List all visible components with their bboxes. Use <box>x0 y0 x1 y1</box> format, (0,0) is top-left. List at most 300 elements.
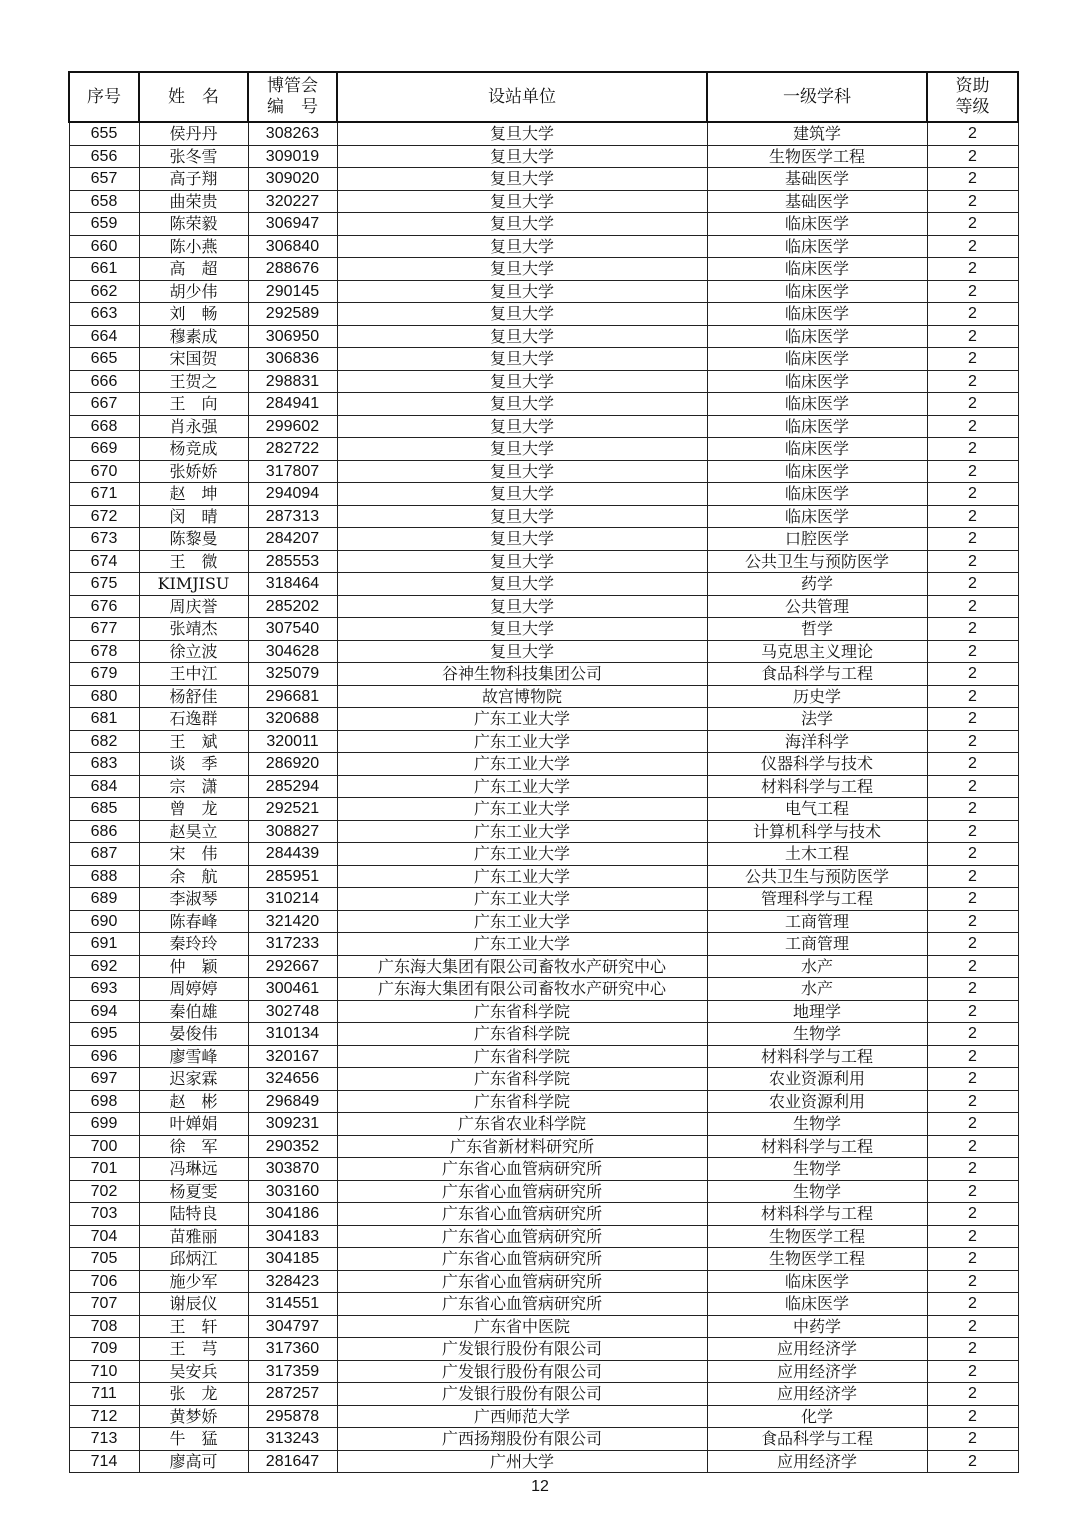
cell-grade: 2 <box>927 933 1018 956</box>
cell-name: 吴安兵 <box>139 1360 248 1383</box>
cell-grade: 2 <box>927 325 1018 348</box>
cell-station: 广东省心血管病研究所 <box>337 1248 707 1271</box>
cell-station: 广东工业大学 <box>337 888 707 911</box>
cell-discipline: 材料科学与工程 <box>707 1135 927 1158</box>
cell-code: 294094 <box>248 483 337 506</box>
cell-name: 陈春峰 <box>139 910 248 933</box>
cell-discipline: 材料科学与工程 <box>707 775 927 798</box>
cell-code: 306947 <box>248 213 337 236</box>
cell-station: 复旦大学 <box>337 145 707 168</box>
table-row <box>69 798 1018 821</box>
cell-name: 仲 颖 <box>139 955 248 978</box>
cell-grade: 2 <box>927 235 1018 258</box>
cell-grade: 2 <box>927 1450 1018 1473</box>
cell-seq: 697 <box>69 1068 139 1091</box>
cell-grade: 2 <box>927 753 1018 776</box>
cell-grade: 2 <box>927 843 1018 866</box>
cell-code: 296681 <box>248 685 337 708</box>
cell-code: 309019 <box>248 145 337 168</box>
cell-grade: 2 <box>927 955 1018 978</box>
table-row <box>69 1023 1018 1046</box>
cell-name: 王中江 <box>139 663 248 686</box>
cell-grade: 2 <box>927 550 1018 573</box>
cell-name: 侯丹丹 <box>139 122 248 145</box>
cell-code: 296849 <box>248 1090 337 1113</box>
cell-seq: 696 <box>69 1045 139 1068</box>
cell-grade: 2 <box>927 1225 1018 1248</box>
cell-discipline: 临床医学 <box>707 258 927 281</box>
cell-name: 张靖杰 <box>139 618 248 641</box>
cell-station: 广东省农业科学院 <box>337 1113 707 1136</box>
cell-discipline: 临床医学 <box>707 505 927 528</box>
cell-seq: 660 <box>69 235 139 258</box>
cell-station: 复旦大学 <box>337 122 707 145</box>
table-row <box>69 550 1018 573</box>
cell-seq: 676 <box>69 595 139 618</box>
cell-grade: 2 <box>927 415 1018 438</box>
cell-grade: 2 <box>927 775 1018 798</box>
cell-discipline: 建筑学 <box>707 122 927 145</box>
cell-grade: 2 <box>927 348 1018 371</box>
cell-discipline: 应用经济学 <box>707 1450 927 1473</box>
cell-grade: 2 <box>927 1315 1018 1338</box>
cell-discipline: 仪器科学与技术 <box>707 753 927 776</box>
table-row <box>69 1360 1018 1383</box>
cell-grade: 2 <box>927 1045 1018 1068</box>
header-grade-line1: 资助 <box>955 76 990 96</box>
cell-discipline: 临床医学 <box>707 438 927 461</box>
cell-grade: 2 <box>927 1158 1018 1181</box>
cell-name: 曾 龙 <box>139 798 248 821</box>
cell-discipline: 临床医学 <box>707 460 927 483</box>
cell-seq: 712 <box>69 1405 139 1428</box>
cell-discipline: 临床医学 <box>707 280 927 303</box>
cell-seq: 663 <box>69 303 139 326</box>
cell-station: 广东海大集团有限公司畜牧水产研究中心 <box>337 978 707 1001</box>
cell-grade: 2 <box>927 303 1018 326</box>
cell-station: 复旦大学 <box>337 348 707 371</box>
cell-discipline: 基础医学 <box>707 168 927 191</box>
cell-name: 晏俊伟 <box>139 1023 248 1046</box>
cell-seq: 677 <box>69 618 139 641</box>
cell-name: 冯琳远 <box>139 1158 248 1181</box>
cell-name: 廖雪峰 <box>139 1045 248 1068</box>
cell-name: 陆特良 <box>139 1203 248 1226</box>
cell-seq: 667 <box>69 393 139 416</box>
cell-code: 282722 <box>248 438 337 461</box>
table-row <box>69 325 1018 348</box>
cell-grade: 2 <box>927 910 1018 933</box>
cell-code: 328423 <box>248 1270 337 1293</box>
cell-code: 299602 <box>248 415 337 438</box>
table-row <box>69 1293 1018 1316</box>
table-row <box>69 820 1018 843</box>
cell-discipline: 电气工程 <box>707 798 927 821</box>
cell-grade: 2 <box>927 663 1018 686</box>
cell-discipline: 临床医学 <box>707 415 927 438</box>
cell-station: 复旦大学 <box>337 550 707 573</box>
cell-discipline: 应用经济学 <box>707 1360 927 1383</box>
table-row <box>69 933 1018 956</box>
cell-grade: 2 <box>927 618 1018 641</box>
cell-name: 曲荣贵 <box>139 190 248 213</box>
table-row <box>69 685 1018 708</box>
cell-code: 304185 <box>248 1248 337 1271</box>
document-page <box>68 71 1017 1473</box>
cell-code: 306836 <box>248 348 337 371</box>
cell-name: 高 超 <box>139 258 248 281</box>
cell-code: 287313 <box>248 505 337 528</box>
cell-name: 秦玲玲 <box>139 933 248 956</box>
header-code-line1: 博管会 <box>267 76 318 96</box>
cell-grade: 2 <box>927 1090 1018 1113</box>
cell-code: 303870 <box>248 1158 337 1181</box>
cell-station: 谷神生物科技集团公司 <box>337 663 707 686</box>
cell-code: 284207 <box>248 528 337 551</box>
cell-seq: 684 <box>69 775 139 798</box>
cell-code: 290352 <box>248 1135 337 1158</box>
cell-station: 广东工业大学 <box>337 910 707 933</box>
table-row <box>69 393 1018 416</box>
cell-code: 304183 <box>248 1225 337 1248</box>
table-row <box>69 1315 1018 1338</box>
cell-seq: 707 <box>69 1293 139 1316</box>
cell-station: 复旦大学 <box>337 258 707 281</box>
cell-code: 292521 <box>248 798 337 821</box>
header-grade-line2: 等级 <box>955 97 990 117</box>
cell-grade: 2 <box>927 1248 1018 1271</box>
cell-code: 284941 <box>248 393 337 416</box>
cell-discipline: 药学 <box>707 573 927 596</box>
cell-discipline: 地理学 <box>707 1000 927 1023</box>
cell-code: 285951 <box>248 865 337 888</box>
cell-discipline: 哲学 <box>707 618 927 641</box>
table-row <box>69 618 1018 641</box>
cell-seq: 655 <box>69 122 139 145</box>
cell-discipline: 生物学 <box>707 1113 927 1136</box>
cell-code: 308263 <box>248 122 337 145</box>
cell-station: 广东省心血管病研究所 <box>337 1270 707 1293</box>
table-row <box>69 865 1018 888</box>
table-row <box>69 1158 1018 1181</box>
cell-code: 285553 <box>248 550 337 573</box>
cell-seq: 708 <box>69 1315 139 1338</box>
cell-name: 石逸群 <box>139 708 248 731</box>
table-row <box>69 1180 1018 1203</box>
cell-seq: 693 <box>69 978 139 1001</box>
cell-code: 285202 <box>248 595 337 618</box>
cell-name: 余 航 <box>139 865 248 888</box>
cell-code: 320167 <box>248 1045 337 1068</box>
cell-station: 复旦大学 <box>337 483 707 506</box>
table-header <box>69 72 1018 122</box>
cell-station: 复旦大学 <box>337 393 707 416</box>
cell-code: 292667 <box>248 955 337 978</box>
cell-seq: 713 <box>69 1428 139 1451</box>
header-station: 设站单位 <box>337 72 707 122</box>
table-row <box>69 1045 1018 1068</box>
cell-code: 304186 <box>248 1203 337 1226</box>
cell-name: 徐立波 <box>139 640 248 663</box>
cell-code: 317807 <box>248 460 337 483</box>
cell-code: 285294 <box>248 775 337 798</box>
cell-name: 陈黎曼 <box>139 528 248 551</box>
table-row <box>69 775 1018 798</box>
cell-discipline: 临床医学 <box>707 303 927 326</box>
cell-grade: 2 <box>927 888 1018 911</box>
cell-grade: 2 <box>927 258 1018 281</box>
cell-seq: 681 <box>69 708 139 731</box>
table-row <box>69 1113 1018 1136</box>
cell-name: 谈 季 <box>139 753 248 776</box>
cell-grade: 2 <box>927 1428 1018 1451</box>
cell-seq: 699 <box>69 1113 139 1136</box>
cell-code: 314551 <box>248 1293 337 1316</box>
cell-discipline: 管理科学与工程 <box>707 888 927 911</box>
cell-station: 广发银行股份有限公司 <box>337 1383 707 1406</box>
cell-name: 陈小燕 <box>139 235 248 258</box>
cell-code: 310134 <box>248 1023 337 1046</box>
cell-discipline: 生物学 <box>707 1158 927 1181</box>
cell-grade: 2 <box>927 820 1018 843</box>
cell-seq: 706 <box>69 1270 139 1293</box>
cell-discipline: 公共管理 <box>707 595 927 618</box>
cell-discipline: 水产 <box>707 978 927 1001</box>
page-number: 12 <box>531 1478 549 1495</box>
cell-grade: 2 <box>927 145 1018 168</box>
cell-station: 复旦大学 <box>337 325 707 348</box>
table-row <box>69 280 1018 303</box>
cell-grade: 2 <box>927 1113 1018 1136</box>
cell-code: 281647 <box>248 1450 337 1473</box>
cell-name: 赵 坤 <box>139 483 248 506</box>
cell-discipline: 土木工程 <box>707 843 927 866</box>
table-row <box>69 1405 1018 1428</box>
cell-discipline: 材料科学与工程 <box>707 1045 927 1068</box>
cell-seq: 674 <box>69 550 139 573</box>
table-row <box>69 1090 1018 1113</box>
cell-grade: 2 <box>927 438 1018 461</box>
cell-grade: 2 <box>927 573 1018 596</box>
cell-seq: 669 <box>69 438 139 461</box>
cell-name: 邱炳江 <box>139 1248 248 1271</box>
cell-seq: 701 <box>69 1158 139 1181</box>
cell-discipline: 口腔医学 <box>707 528 927 551</box>
cell-station: 广东工业大学 <box>337 708 707 731</box>
cell-seq: 700 <box>69 1135 139 1158</box>
table-row <box>69 1428 1018 1451</box>
cell-station: 广东省心血管病研究所 <box>337 1225 707 1248</box>
cell-name: 穆素成 <box>139 325 248 348</box>
cell-name: 施少军 <box>139 1270 248 1293</box>
cell-seq: 688 <box>69 865 139 888</box>
cell-name: 王 斌 <box>139 730 248 753</box>
cell-name: 宋 伟 <box>139 843 248 866</box>
cell-grade: 2 <box>927 213 1018 236</box>
cell-grade: 2 <box>927 685 1018 708</box>
table-row <box>69 663 1018 686</box>
cell-station: 复旦大学 <box>337 235 707 258</box>
cell-name: 牛 猛 <box>139 1428 248 1451</box>
cell-station: 复旦大学 <box>337 573 707 596</box>
cell-name: 张娇娇 <box>139 460 248 483</box>
cell-code: 324656 <box>248 1068 337 1091</box>
cell-station: 广东省科学院 <box>337 1045 707 1068</box>
cell-seq: 705 <box>69 1248 139 1271</box>
cell-name: 秦伯雄 <box>139 1000 248 1023</box>
table-row <box>69 258 1018 281</box>
cell-seq: 656 <box>69 145 139 168</box>
cell-discipline: 临床医学 <box>707 393 927 416</box>
cell-station: 广东省科学院 <box>337 1068 707 1091</box>
cell-discipline: 中药学 <box>707 1315 927 1338</box>
cell-station: 广东省心血管病研究所 <box>337 1180 707 1203</box>
cell-name: 张 龙 <box>139 1383 248 1406</box>
cell-grade: 2 <box>927 798 1018 821</box>
cell-grade: 2 <box>927 1203 1018 1226</box>
cell-name: KIMJISU <box>139 573 248 596</box>
cell-station: 广发银行股份有限公司 <box>337 1338 707 1361</box>
cell-seq: 709 <box>69 1338 139 1361</box>
cell-grade: 2 <box>927 1293 1018 1316</box>
cell-name: 谢辰仪 <box>139 1293 248 1316</box>
cell-seq: 704 <box>69 1225 139 1248</box>
cell-seq: 680 <box>69 685 139 708</box>
cell-name: 陈荣毅 <box>139 213 248 236</box>
table-row <box>69 730 1018 753</box>
table-row <box>69 843 1018 866</box>
cell-seq: 689 <box>69 888 139 911</box>
cell-station: 广西师范大学 <box>337 1405 707 1428</box>
cell-discipline: 计算机科学与技术 <box>707 820 927 843</box>
cell-name: 杨夏雯 <box>139 1180 248 1203</box>
cell-station: 故宫博物院 <box>337 685 707 708</box>
header-code <box>248 72 337 122</box>
cell-discipline: 工商管理 <box>707 933 927 956</box>
cell-station: 复旦大学 <box>337 438 707 461</box>
cell-name: 刘 畅 <box>139 303 248 326</box>
cell-station: 广东工业大学 <box>337 933 707 956</box>
cell-grade: 2 <box>927 460 1018 483</box>
cell-grade: 2 <box>927 978 1018 1001</box>
table-row <box>69 460 1018 483</box>
cell-code: 304797 <box>248 1315 337 1338</box>
cell-code: 306840 <box>248 235 337 258</box>
table-body <box>69 122 1018 1473</box>
cell-code: 304628 <box>248 640 337 663</box>
cell-discipline: 化学 <box>707 1405 927 1428</box>
table-row <box>69 1000 1018 1023</box>
table-row <box>69 213 1018 236</box>
cell-grade: 2 <box>927 393 1018 416</box>
cell-code: 292589 <box>248 303 337 326</box>
cell-station: 广东省科学院 <box>337 1000 707 1023</box>
cell-discipline: 临床医学 <box>707 325 927 348</box>
cell-station: 广发银行股份有限公司 <box>337 1360 707 1383</box>
cell-station: 广东工业大学 <box>337 730 707 753</box>
cell-name: 廖高可 <box>139 1450 248 1473</box>
cell-station: 复旦大学 <box>337 618 707 641</box>
cell-name: 杨舒佳 <box>139 685 248 708</box>
cell-station: 广东省新材料研究所 <box>337 1135 707 1158</box>
cell-grade: 2 <box>927 1023 1018 1046</box>
cell-discipline: 临床医学 <box>707 370 927 393</box>
table-row <box>69 1450 1018 1473</box>
cell-code: 295878 <box>248 1405 337 1428</box>
cell-discipline: 海洋科学 <box>707 730 927 753</box>
cell-grade: 2 <box>927 1000 1018 1023</box>
cell-discipline: 生物学 <box>707 1180 927 1203</box>
header-name: 姓 名 <box>139 72 248 122</box>
cell-seq: 666 <box>69 370 139 393</box>
cell-name: 王 向 <box>139 393 248 416</box>
cell-seq: 687 <box>69 843 139 866</box>
cell-station: 复旦大学 <box>337 528 707 551</box>
cell-grade: 2 <box>927 1338 1018 1361</box>
cell-code: 300461 <box>248 978 337 1001</box>
table-row <box>69 438 1018 461</box>
table-row <box>69 573 1018 596</box>
cell-code: 284439 <box>248 843 337 866</box>
cell-grade: 2 <box>927 122 1018 145</box>
table-row <box>69 1225 1018 1248</box>
cell-station: 广东工业大学 <box>337 775 707 798</box>
cell-code: 288676 <box>248 258 337 281</box>
cell-seq: 657 <box>69 168 139 191</box>
cell-station: 复旦大学 <box>337 190 707 213</box>
table-row <box>69 1068 1018 1091</box>
cell-grade: 2 <box>927 1360 1018 1383</box>
cell-seq: 675 <box>69 573 139 596</box>
cell-name: 胡少伟 <box>139 280 248 303</box>
cell-name: 肖永强 <box>139 415 248 438</box>
cell-discipline: 临床医学 <box>707 213 927 236</box>
cell-grade: 2 <box>927 370 1018 393</box>
cell-station: 广东省心血管病研究所 <box>337 1158 707 1181</box>
cell-name: 赵 彬 <box>139 1090 248 1113</box>
table-row <box>69 1338 1018 1361</box>
cell-station: 广东省心血管病研究所 <box>337 1293 707 1316</box>
table-row <box>69 348 1018 371</box>
funding-table <box>68 71 1019 1473</box>
cell-discipline: 食品科学与工程 <box>707 663 927 686</box>
cell-name: 周婷婷 <box>139 978 248 1001</box>
cell-code: 308827 <box>248 820 337 843</box>
cell-seq: 671 <box>69 483 139 506</box>
header-seq: 序号 <box>69 72 139 122</box>
cell-station: 复旦大学 <box>337 505 707 528</box>
table-row <box>69 1135 1018 1158</box>
cell-grade: 2 <box>927 708 1018 731</box>
cell-name: 苗雅丽 <box>139 1225 248 1248</box>
cell-code: 320011 <box>248 730 337 753</box>
header-code-line2: 编 号 <box>267 97 318 117</box>
cell-code: 307540 <box>248 618 337 641</box>
cell-grade: 2 <box>927 483 1018 506</box>
cell-station: 广东海大集团有限公司畜牧水产研究中心 <box>337 955 707 978</box>
cell-code: 290145 <box>248 280 337 303</box>
cell-name: 王 轩 <box>139 1315 248 1338</box>
cell-code: 320688 <box>248 708 337 731</box>
cell-seq: 670 <box>69 460 139 483</box>
cell-discipline: 水产 <box>707 955 927 978</box>
header-grade <box>927 72 1018 122</box>
cell-discipline: 法学 <box>707 708 927 731</box>
table-row <box>69 370 1018 393</box>
table-row <box>69 708 1018 731</box>
cell-discipline: 生物医学工程 <box>707 145 927 168</box>
cell-code: 317360 <box>248 1338 337 1361</box>
